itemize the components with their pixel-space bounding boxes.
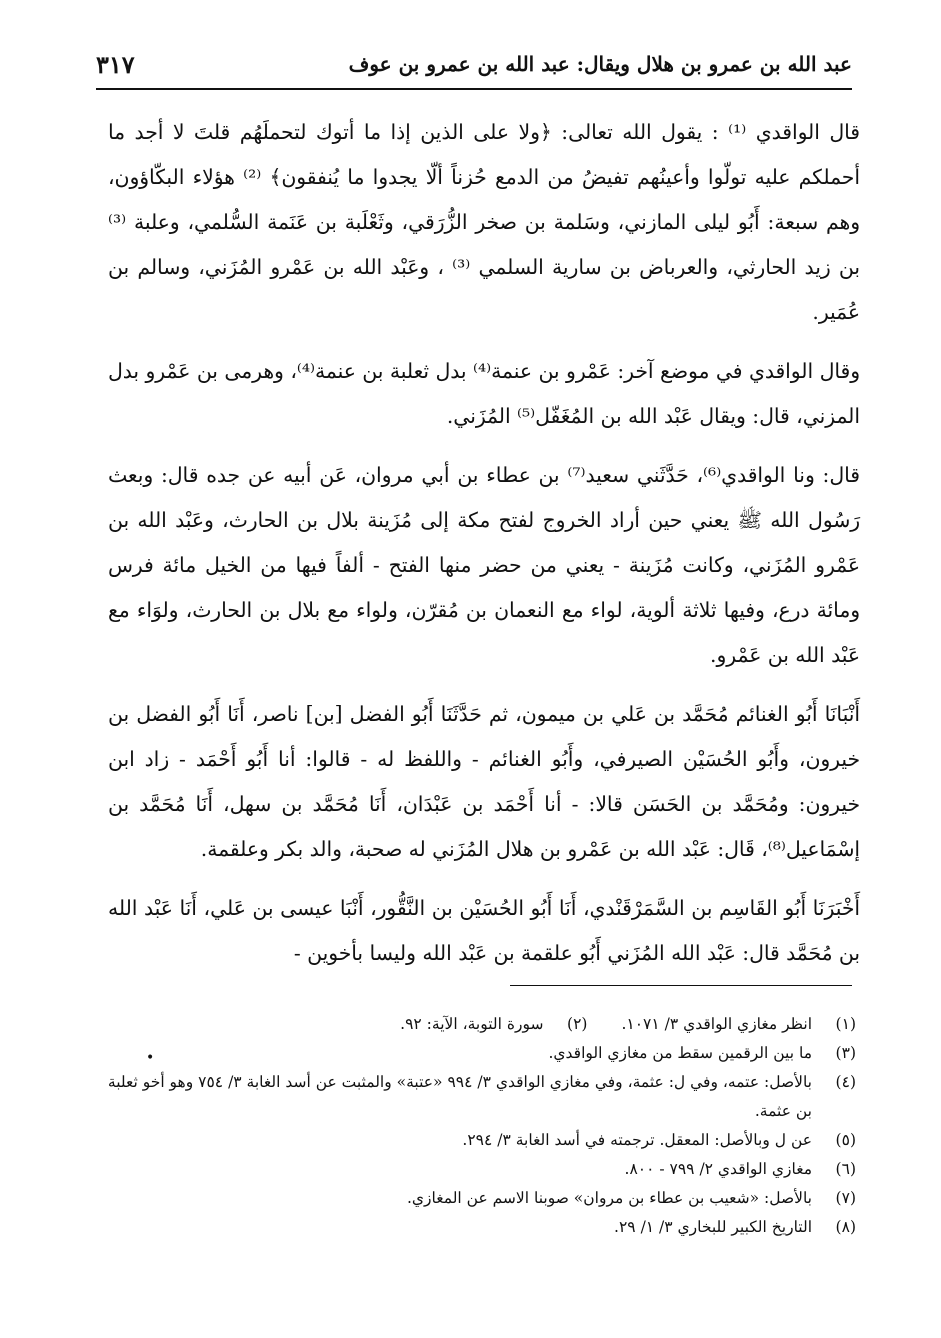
footnote-row-1-2 (96, 1010, 856, 1039)
margin-mark: • (146, 1050, 155, 1066)
page-number: ٣١٧ (96, 50, 135, 79)
footnote-5 (96, 1126, 856, 1155)
footnote-rule (510, 985, 852, 986)
paragraph-5: أَخْبَرَنَا أَبُو القَاسِم بن السَّمَرْقَنْدي، أَنَا أَبُو الحُسَيْن بن النَّقُّور، أَنْبَا عيسى بن عَلي، أَنَا عَبْد الله بن مُحَمَّد قال: عَبْد الله المُزَني أَبُو علقمة بن عَبْد الله وليسا بأخوين - (108, 896, 860, 965)
footnote-7 (96, 1184, 856, 1213)
footnote-number: (٣) (835, 1044, 856, 1062)
footnote-number: (١) (835, 1015, 856, 1033)
footnotes (96, 1010, 856, 1242)
footnote-text: سورة التوبة، الآية: ٩٢. (400, 1015, 544, 1033)
footnote-4 (96, 1068, 856, 1126)
footnote-8 (96, 1213, 856, 1242)
footnote-text: التاريخ الكبير للبخاري ٣/ ١/ ٢٩. (614, 1218, 812, 1236)
footnote-2 (400, 1010, 587, 1039)
footnote-number: (٥) (835, 1131, 856, 1149)
footnote-text: مغازي الواقدي ٢/ ٧٩٩ - ٨٠٠. (624, 1160, 812, 1178)
page-header (96, 42, 852, 86)
footnote-number: (٧) (835, 1189, 856, 1207)
footnote-3 (96, 1039, 856, 1068)
footnote-text: بالأصل: عتمه، وفي ل: عثمة، وفي مغازي الواقدي ٣/ ٩٩٤ «عتبة» والمثبت عن أسد الغابة ٣/ ٧٥٤ وهو أخو ثعلبة بن عثمة. (107, 1073, 812, 1120)
header-rule (96, 88, 852, 90)
footnote-number: (٤) (835, 1073, 856, 1091)
footnote-number: (٦) (835, 1160, 856, 1178)
paragraph-1: قال الواقدي ⁽¹⁾ : يقول الله تعالى: ﴿ولا على الذين إذا ما أتوك لتحملَهُم قلتَ لا أجد ما أحملكم عليه تولّوا وأعينُهم تفيضُ من الدمع حُزناً ألّا يجدوا ما يُنفقون﴾ ⁽²⁾ هؤلاء البكّاؤون، وهم سبعة: أَبُو ليلى المازني، وسَلمة بن صخر الزُّرَقي، وثَعْلَبة بن عَنَمة السُّلمي، وعلبة ⁽³⁾ بن زيد الحارثي، والعرباض بن سارية السلمي ⁽³⁾ ، وعَبْد الله بن عَمْرو المُزَني، وسالم بن عُمَير. (108, 120, 860, 324)
footnote-number: (٨) (835, 1218, 856, 1236)
footnote-text: انظر مغازي الواقدي ٣/ ١٠٧١. (621, 1015, 812, 1033)
footnote-text: بالأصل: «شعيب بن عطاء بن مروان» صوبنا الاسم عن المغازي. (406, 1189, 812, 1207)
main-text (108, 110, 860, 990)
footnote-number: (٢) (567, 1015, 588, 1033)
footnote-1 (621, 1010, 856, 1039)
running-title: عبد الله بن عمرو بن هلال ويقال: عبد الله بن عمرو بن عوف (348, 52, 852, 76)
footnote-text: ما بين الرقمين سقط من مغازي الواقدي. (548, 1044, 812, 1062)
paragraph-2: وقال الواقدي في موضع آخر: عَمْرو بن عنمة⁽⁴⁾ بدل ثعلبة بن عنمة⁽⁴⁾، وهرمى بن عَمْرو بدل المزني، قال: ويقال عَبْد الله بن المُغَفّل⁽⁵⁾ المُزَني. (108, 359, 860, 428)
paragraph-4: أَنْبَانَا أَبُو الغنائم مُحَمَّد بن عَلي بن ميمون، ثم حَدَّثَنَا أَبُو الفضل [بن] ناصر، أَنَا أَبُو الفضل بن خيرون، وأَبُو الحُسَيْن الصيرفي، وأَبُو الغنائم - واللفظ له - قالوا: أنا أَبُو أَحْمَد - زاد ابن خيرون: ومُحَمَّد بن الحَسَن قالا: - أنا أَحْمَد بن عَبْدَان، أَنَا مُحَمَّد بن سهل، أَنَا مُحَمَّد بن إسْمَاعيل⁽⁸⁾، قَال: عَبْد الله بن عَمْرو بن هلال المُزَني له صحبة، والد بكر وعلقمة. (108, 702, 860, 861)
paragraph-3: قال: ونا الواقدي⁽⁶⁾، حَدَّثَني سعيد⁽⁷⁾ بن عطاء بن أبي مروان، عَن أبيه عن جده قال: وبعث رَسُول الله ﷺ يعني حين أراد الخروج لفتح مكة إلى مُزَينة بلال بن الحارث، وعَبْد الله بن عَمْرو المُزَني، وكانت مُزَينة - يعني من حضر منها الفتح - ألفاً فيها من الخيل مائة فرس ومائة درع، وفيها ثلاثة ألوية، لواء مع النعمان بن مُقرّن، ولواء مع بلال بن الحارث، ولوَاء مع عَبْد الله بن عَمْرو. (108, 463, 860, 667)
footnote-6 (96, 1155, 856, 1184)
footnote-text: عن ل وبالأصل: المعقل. ترجمته في أسد الغابة ٣/ ٢٩٤. (462, 1131, 812, 1149)
